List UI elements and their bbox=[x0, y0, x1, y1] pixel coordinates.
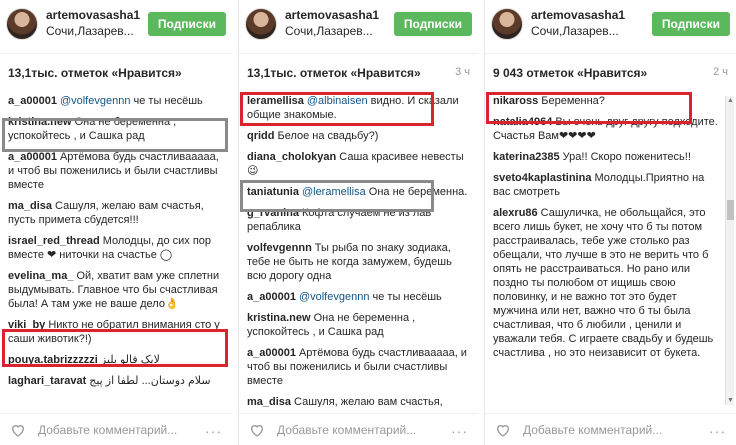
comment bbox=[247, 206, 470, 234]
comment-username[interactable]: israel_red_thread bbox=[8, 235, 100, 247]
comment-username[interactable]: a_a00001 bbox=[247, 347, 296, 359]
comment-username[interactable]: volfevgennn bbox=[247, 242, 312, 254]
comment-username[interactable]: qridd bbox=[247, 130, 275, 142]
likes-row bbox=[247, 66, 470, 84]
comment-text: ﻻﯾﮏ ﻓﺎﻟﻮ ﺑﻠﯿﺰ bbox=[100, 354, 160, 366]
comment-list bbox=[8, 94, 224, 407]
comment-text: Артёмова будь счастливааааа, и чтоб вы поженились и были счастливы вместе bbox=[8, 151, 219, 191]
comments-scrollbar[interactable] bbox=[725, 96, 734, 405]
comment-text: Кофта случаем не из лав репаблика bbox=[247, 207, 432, 233]
comment bbox=[247, 94, 470, 122]
add-comment-input[interactable]: Добавьте комментарий... bbox=[38, 423, 178, 437]
comment-text: Артёмова будь счастливааааа, и чтоб вы поженились и были счастливы вместе bbox=[247, 347, 467, 387]
comment-mention[interactable]: @volfevgennn bbox=[59, 95, 131, 107]
comment bbox=[247, 150, 470, 178]
comment-list bbox=[247, 94, 470, 407]
comment-text: Белое на свадьбу?) bbox=[277, 130, 379, 142]
comment-panel-2 bbox=[238, 0, 478, 445]
username[interactable]: artemovasasha1 bbox=[531, 8, 626, 22]
comment-username[interactable]: a_a00001 bbox=[8, 95, 57, 107]
comment-username[interactable]: evelina_ma_ bbox=[8, 270, 74, 282]
more-options-icon[interactable]: ··· bbox=[205, 423, 222, 439]
more-options-icon[interactable]: ··· bbox=[709, 423, 726, 439]
comment-text: че ты несёшь bbox=[133, 95, 203, 107]
likes-row bbox=[8, 66, 224, 84]
comment bbox=[8, 374, 224, 388]
comment-username[interactable]: pouya.tabrizzzzzi bbox=[8, 354, 98, 366]
comment-text: Сашуля, желаю вам счастья, bbox=[294, 396, 443, 407]
comment-text: Она не беременна , успокойтесь , и Сашка рад bbox=[247, 312, 416, 338]
comment-username[interactable]: kristina.new bbox=[247, 312, 311, 324]
comment-mention[interactable]: @leramellisa bbox=[301, 186, 366, 198]
comment-username[interactable]: taniatunia bbox=[247, 186, 299, 198]
comment-text: Она не беременна , успокойтесь , и Сашка рад bbox=[8, 116, 177, 142]
comment bbox=[493, 171, 720, 199]
avatar[interactable] bbox=[6, 8, 38, 40]
comment bbox=[247, 290, 470, 304]
comment bbox=[8, 94, 224, 108]
comment-text: Беременна? bbox=[541, 95, 605, 107]
comment-username[interactable]: sveto4kaplastinina bbox=[493, 172, 592, 184]
comment bbox=[247, 241, 470, 283]
comment-text: Ты рыба по знаку зодиака, тебе не быть не когда замужем, будешь всю дорогу одна bbox=[247, 242, 452, 282]
username[interactable]: artemovasasha1 bbox=[46, 8, 141, 22]
comment-username[interactable]: ma_disa bbox=[8, 200, 53, 212]
comment bbox=[247, 311, 470, 339]
post-footer bbox=[0, 413, 232, 445]
post-header bbox=[485, 0, 736, 54]
scroll-down-icon[interactable]: ▼ bbox=[727, 397, 734, 404]
comment-text: че ты несёшь bbox=[372, 291, 442, 303]
comment-username[interactable]: a_a00001 bbox=[247, 291, 296, 303]
post-header bbox=[239, 0, 478, 54]
comment-text: Она не беременна. bbox=[368, 186, 468, 198]
comment bbox=[247, 185, 470, 199]
following-button[interactable]: Подписки bbox=[148, 12, 226, 36]
comment bbox=[8, 353, 224, 367]
comment-panel-3 bbox=[484, 0, 736, 445]
following-button[interactable]: Подписки bbox=[394, 12, 472, 36]
comment-panel-1 bbox=[0, 0, 232, 445]
comment-username[interactable]: katerina2385 bbox=[493, 151, 560, 163]
post-footer bbox=[239, 413, 478, 445]
comment-text: Молодцы, до сих пор вместе ❤ ниточки на счастье ◯ bbox=[8, 235, 212, 261]
likes-count[interactable]: 9 043 отметок «Нравится» bbox=[493, 66, 648, 80]
comment-text: Вы очень друг другу подходите. Счастья Вам❤❤❤❤ bbox=[493, 116, 718, 142]
heart-icon[interactable] bbox=[495, 422, 511, 438]
scroll-thumb[interactable] bbox=[727, 200, 734, 220]
comment-text: Саша красивее невесты😉 bbox=[247, 151, 464, 177]
heart-icon[interactable] bbox=[10, 422, 26, 438]
scroll-up-icon[interactable]: ▲ bbox=[727, 97, 734, 104]
username[interactable]: artemovasasha1 bbox=[285, 8, 380, 22]
comment-text: ﺳﻼﻡ ﺩﻭﺳﺘﺎﻥ... ﻟﻄﻔﺎ ﺍﺯ ﭘﯿﺞ bbox=[89, 375, 211, 387]
comment-username[interactable]: alexru86 bbox=[493, 207, 538, 219]
comment-username[interactable]: ma_disa bbox=[247, 396, 292, 407]
post-time: 3 ч bbox=[455, 66, 470, 78]
comment bbox=[8, 269, 224, 311]
comment bbox=[493, 115, 720, 143]
comment-text: Ой, хватит вам уже сплетни выдумывать. Главное что бы счастливая была! А там уже не ваше дело👌 bbox=[8, 270, 220, 310]
comment bbox=[493, 94, 720, 108]
likes-row bbox=[493, 66, 728, 84]
comment-text: видно. И сказали общие знакомые. bbox=[247, 95, 459, 121]
comment-text: Никто не обратил внимания сто у саши животик?!) bbox=[8, 319, 220, 345]
comment-username[interactable]: nikaross bbox=[493, 95, 539, 107]
avatar[interactable] bbox=[245, 8, 277, 40]
comment-text: Ура!! Скоро поженитесь!! bbox=[562, 151, 691, 163]
comment-username[interactable]: a_a00001 bbox=[8, 151, 57, 163]
location[interactable]: Сочи,Лазарев... bbox=[46, 24, 134, 38]
post-header bbox=[0, 0, 232, 54]
likes-count[interactable]: 13,1тыс. отметок «Нравится» bbox=[8, 66, 182, 80]
comment bbox=[8, 115, 224, 143]
comment-text: Молодцы.Приятно на вас смотреть bbox=[493, 172, 705, 198]
comment-list bbox=[493, 94, 720, 407]
comment bbox=[247, 129, 470, 143]
comment bbox=[8, 150, 224, 192]
avatar[interactable] bbox=[491, 8, 523, 40]
comment-username[interactable]: diana_cholokyan bbox=[247, 151, 337, 163]
post-time: 2 ч bbox=[713, 66, 728, 78]
comment-text: Сашуличка, не обольщайся, это всего лишь букет, не хочу что б ты потом расстраивалась, тебе уже столько раз обещали, что лучше в это не верить что б опять не расстраиваться. Но рано или поздно ты полюбом от ищишь свою половинку, и не важно тот это будет мужчина или нет, важно что б ты была счастливая, что б любили , ценили и уважали тебя. С играете свадьбу и будешь счастлива , но это неизависит от букета. bbox=[493, 207, 714, 359]
comment bbox=[8, 199, 224, 227]
comment-username[interactable]: viki_by bbox=[8, 319, 46, 331]
comment bbox=[247, 395, 470, 407]
comment-username[interactable]: kristina.new bbox=[8, 116, 72, 128]
comment bbox=[8, 234, 224, 262]
heart-icon[interactable] bbox=[249, 422, 265, 438]
location[interactable]: Сочи,Лазарев... bbox=[285, 24, 373, 38]
comment bbox=[247, 346, 470, 388]
comment-username[interactable]: natalia4964 bbox=[493, 116, 553, 128]
comment bbox=[493, 206, 720, 360]
comment-mention[interactable]: @volfevgennn bbox=[298, 291, 370, 303]
comment bbox=[8, 318, 224, 346]
more-options-icon[interactable]: ··· bbox=[451, 423, 468, 439]
comment-username[interactable]: g_rvanina bbox=[247, 207, 299, 219]
likes-count[interactable]: 13,1тыс. отметок «Нравится» bbox=[247, 66, 421, 80]
comment-username[interactable]: laghari_taravat bbox=[8, 375, 87, 387]
location[interactable]: Сочи,Лазарев... bbox=[531, 24, 619, 38]
comment bbox=[493, 150, 720, 164]
add-comment-input[interactable]: Добавьте комментарий... bbox=[523, 423, 663, 437]
add-comment-input[interactable]: Добавьте комментарий... bbox=[277, 423, 417, 437]
post-footer bbox=[485, 413, 736, 445]
comment-text: Сашуля, желаю вам счастья, пусть примета сбудется!!! bbox=[8, 200, 204, 226]
comment-mention[interactable]: @albinaisen bbox=[306, 95, 368, 107]
comment-username[interactable]: leramellisa bbox=[247, 95, 304, 107]
following-button[interactable]: Подписки bbox=[652, 12, 730, 36]
